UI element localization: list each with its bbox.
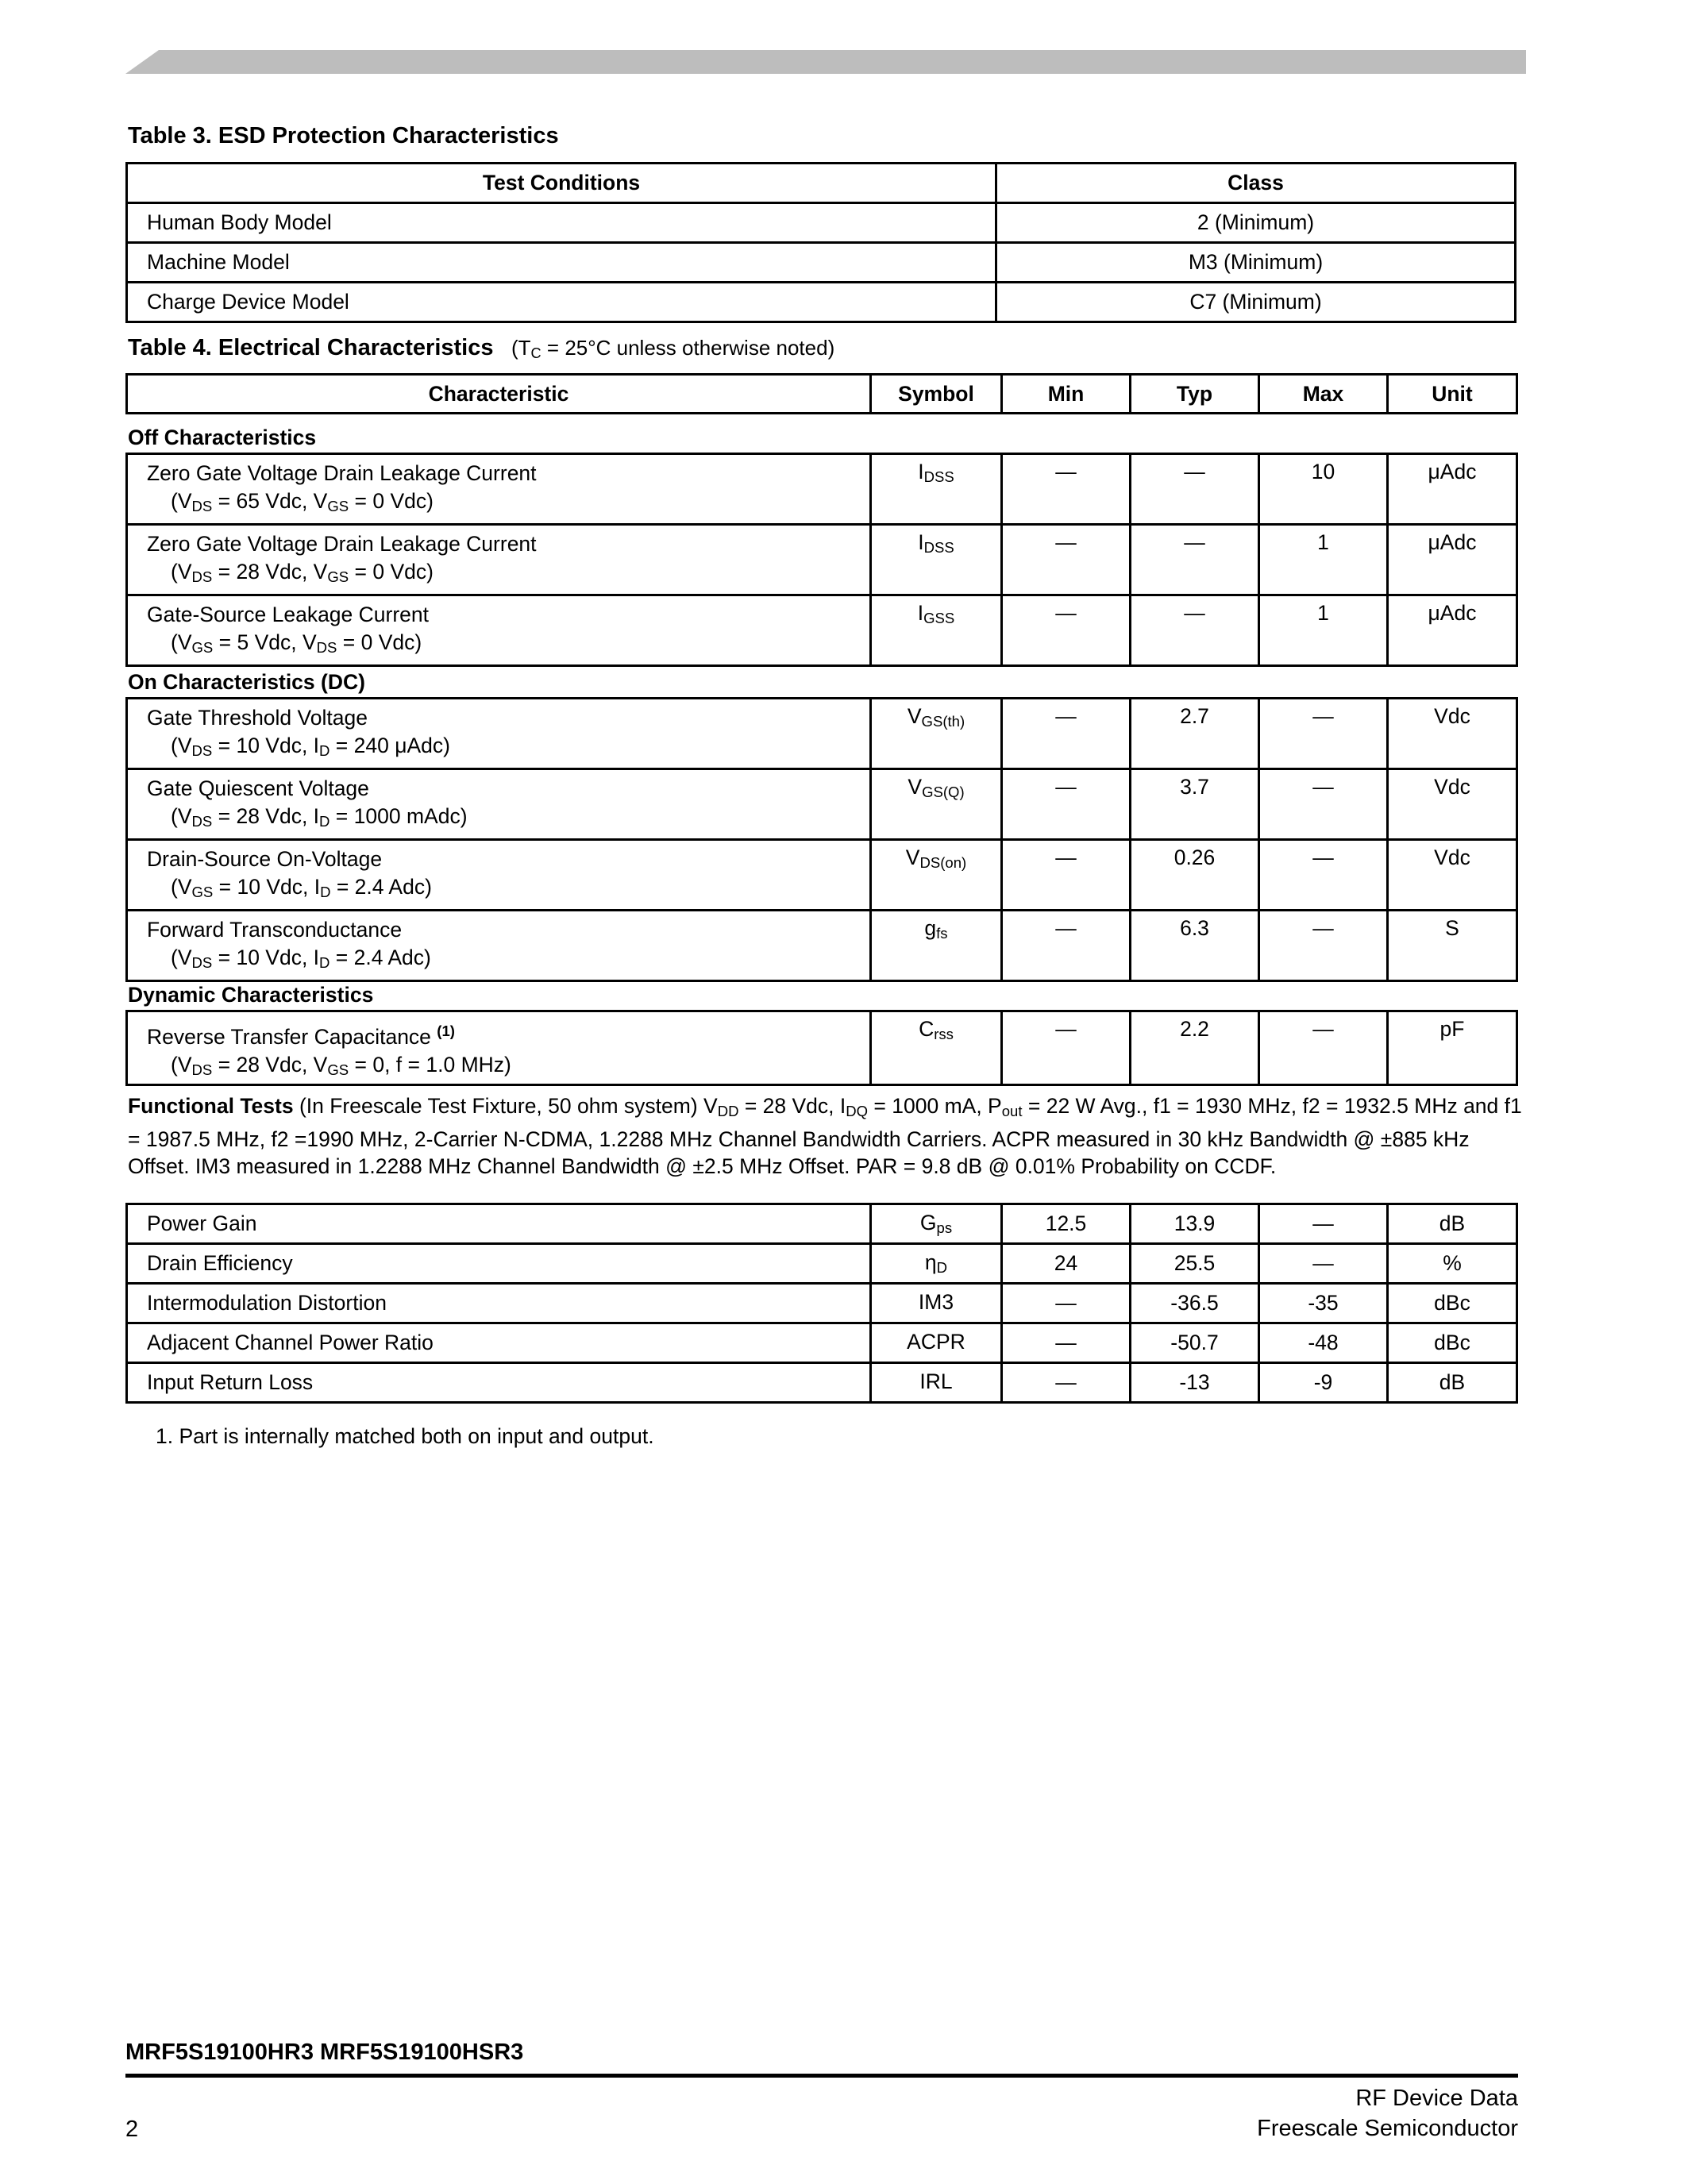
char-condition: [147, 732, 869, 765]
footer-rf-device-data: RF Device Data: [1355, 2086, 1518, 2111]
characteristic-cell: [127, 699, 871, 769]
unit-cell: μAdc: [1388, 454, 1517, 525]
table-row: [127, 283, 1516, 322]
table-row: [127, 699, 1517, 769]
min-cell: —: [1002, 699, 1131, 769]
table-row: [127, 243, 1516, 283]
unit-cell: dBc: [1388, 1284, 1517, 1323]
char-name: Gate Threshold Voltage: [147, 706, 368, 730]
unit-cell: pF: [1388, 1011, 1517, 1085]
table-row: [127, 1363, 1517, 1403]
table4-caption: [128, 335, 834, 362]
sym: ACPR: [907, 1330, 965, 1354]
typ-cell: 6.3: [1131, 911, 1259, 981]
t: (V: [171, 734, 192, 757]
symsub: GS(Q): [922, 784, 965, 800]
typ-cell: -50.7: [1131, 1323, 1259, 1363]
functional-tests-text: [128, 1092, 1525, 1181]
char-name: Zero Gate Voltage Drain Leakage Current: [147, 532, 537, 556]
symsub: DSS: [923, 539, 954, 556]
symbol-cell: [871, 911, 1002, 981]
t: (V: [171, 560, 192, 584]
typ-cell: —: [1131, 525, 1259, 595]
symbol-cell: [871, 1284, 1002, 1323]
s: DS: [191, 498, 213, 514]
max-cell: -9: [1259, 1363, 1388, 1403]
min-cell: —: [1002, 1323, 1131, 1363]
table4-note: [500, 336, 835, 360]
characteristic-cell: Input Return Loss: [127, 1363, 871, 1403]
min-cell: —: [1002, 595, 1131, 666]
typ-cell: 3.7: [1131, 769, 1259, 840]
max-cell: 1: [1259, 525, 1388, 595]
typ-cell: 25.5: [1131, 1244, 1259, 1284]
min-cell: —: [1002, 911, 1131, 981]
footer-divider: [125, 2074, 1518, 2078]
on-table: [125, 697, 1518, 982]
table-row: [127, 1323, 1517, 1363]
s: DS: [316, 639, 337, 656]
cell: Charge Device Model: [127, 283, 996, 322]
unit-cell: μAdc: [1388, 595, 1517, 666]
symbol-cell: [871, 840, 1002, 911]
min-cell: —: [1002, 454, 1131, 525]
s: DQ: [846, 1103, 869, 1119]
note-text: (T: [511, 336, 531, 360]
max-cell: —: [1259, 1204, 1388, 1244]
table-row: [127, 840, 1517, 911]
table-row: [127, 1244, 1517, 1284]
col-header: Unit: [1388, 375, 1517, 414]
s: GS: [191, 884, 214, 900]
col-header: Max: [1259, 375, 1388, 414]
symbol-cell: [871, 1363, 1002, 1403]
t: = 28 Vdc, V: [212, 560, 328, 584]
dynamic-table: [125, 1010, 1518, 1086]
char-name: Forward Transconductance: [147, 918, 403, 942]
characteristic-cell: [127, 595, 871, 666]
characteristic-cell: Adjacent Channel Power Ratio: [127, 1323, 871, 1363]
char-name: Gate Quiescent Voltage: [147, 776, 369, 800]
t: = 22 W Avg., f1 = 1930 MHz, f2 = 1932.5 MHz and f1 = 1987.5 MHz, f2 =1990 MHz, 2-Carrier N-CDMA, 1.2288 MHz Channel Bandwidth Carriers. ACPR measured in 30 kHz Bandwidth @ ±885 kHz Offset. IM3 measured in 1.2288 MHz Channel Bandwidth @ ±2.5 MHz Offset. PAR = 9.8 dB @ 0.01% Probability on CCDF.: [128, 1094, 1522, 1178]
unit-cell: dBc: [1388, 1323, 1517, 1363]
functional-table: [125, 1203, 1518, 1404]
symsub: DSS: [923, 468, 954, 485]
symbol-cell: [871, 1244, 1002, 1284]
t: = 1000 mA, P: [868, 1094, 1002, 1118]
section-off: Off Characteristics: [128, 426, 317, 449]
col-header: Class: [996, 164, 1516, 203]
char-name: Drain-Source On-Voltage: [147, 847, 383, 871]
characteristic-cell: Power Gain: [127, 1204, 871, 1244]
symbol-cell: [871, 769, 1002, 840]
off-table: [125, 453, 1518, 667]
symbol-cell: [871, 1323, 1002, 1363]
symsub: DS(on): [919, 854, 967, 871]
max-cell: —: [1259, 840, 1388, 911]
col-header: Characteristic: [127, 375, 871, 414]
col-header: Typ: [1131, 375, 1259, 414]
table-row: [127, 1204, 1517, 1244]
min-cell: —: [1002, 840, 1131, 911]
typ-cell: 2.7: [1131, 699, 1259, 769]
typ-cell: —: [1131, 454, 1259, 525]
s: DD: [717, 1103, 739, 1119]
symsub: fs: [936, 925, 948, 942]
t: = 10 Vdc, I: [213, 875, 321, 899]
t: (V: [171, 630, 192, 654]
s: GS: [327, 1061, 349, 1078]
char-name: Zero Gate Voltage Drain Leakage Current: [147, 461, 537, 485]
min-cell: 12.5: [1002, 1204, 1131, 1244]
typ-cell: 2.2: [1131, 1011, 1259, 1085]
s: D: [319, 813, 330, 830]
min-cell: —: [1002, 1011, 1131, 1085]
sym: I: [918, 460, 924, 483]
max-cell: 10: [1259, 454, 1388, 525]
max-cell: —: [1259, 769, 1388, 840]
sym: C: [919, 1017, 935, 1041]
s: D: [319, 742, 330, 759]
unit-cell: dB: [1388, 1204, 1517, 1244]
characteristic-cell: [127, 454, 871, 525]
note-text: = 25°C unless otherwise noted): [541, 336, 835, 360]
characteristic-cell: [127, 769, 871, 840]
symbol-cell: [871, 454, 1002, 525]
table4-title: Table 4. Electrical Characteristics: [128, 335, 494, 360]
symbol-cell: [871, 595, 1002, 666]
unit-cell: Vdc: [1388, 840, 1517, 911]
symbol-cell: [871, 1011, 1002, 1085]
t: = 28 Vdc, V: [212, 1052, 328, 1077]
characteristic-cell: [127, 1011, 871, 1085]
characteristic-cell: [127, 911, 871, 981]
char-condition: [147, 873, 869, 906]
unit-cell: μAdc: [1388, 525, 1517, 595]
max-cell: —: [1259, 1244, 1388, 1284]
table-row: [127, 1284, 1517, 1323]
table-row: [127, 595, 1517, 666]
table-header-row: [127, 164, 1516, 203]
header-bar: [125, 50, 1526, 74]
unit-cell: dB: [1388, 1363, 1517, 1403]
footnote: 1. Part is internally matched both on input and output.: [156, 1424, 654, 1448]
t: (V: [171, 489, 192, 513]
symsub: ps: [936, 1219, 953, 1236]
max-cell: 1: [1259, 595, 1388, 666]
max-cell: —: [1259, 911, 1388, 981]
section-dynamic: Dynamic Characteristics: [128, 983, 374, 1007]
table-row: [127, 203, 1516, 243]
symsub: GSS: [923, 610, 955, 626]
table-header-row: [127, 375, 1517, 414]
char-condition: [147, 944, 869, 976]
typ-cell: 0.26: [1131, 840, 1259, 911]
sym: V: [907, 704, 922, 728]
symbol-cell: [871, 1204, 1002, 1244]
unit-cell: %: [1388, 1244, 1517, 1284]
typ-cell: -13: [1131, 1363, 1259, 1403]
characteristic-cell: Drain Efficiency: [127, 1244, 871, 1284]
characteristic-cell: [127, 840, 871, 911]
max-cell: —: [1259, 699, 1388, 769]
sym: IM3: [918, 1290, 954, 1314]
esd-table: [125, 162, 1517, 323]
t: = 240 μAdc): [330, 734, 450, 757]
t: = 0 Vdc): [349, 489, 434, 513]
t: = 0 Vdc): [337, 630, 422, 654]
col-header: Min: [1002, 375, 1131, 414]
s: GS: [327, 498, 349, 514]
unit-cell: S: [1388, 911, 1517, 981]
sym: η: [924, 1250, 937, 1274]
max-cell: —: [1259, 1011, 1388, 1085]
min-cell: —: [1002, 1363, 1131, 1403]
min-cell: —: [1002, 525, 1131, 595]
min-cell: —: [1002, 1284, 1131, 1323]
sym: IRL: [919, 1369, 953, 1393]
cell: M3 (Minimum): [996, 243, 1516, 283]
t: = 0 Vdc): [349, 560, 434, 584]
char-condition: [147, 1051, 869, 1084]
t: = 0, f = 1.0 MHz): [349, 1052, 511, 1077]
sym: G: [919, 1211, 937, 1235]
symsub: D: [936, 1259, 948, 1276]
s: DS: [191, 568, 213, 585]
t: (V: [171, 875, 192, 899]
unit-cell: Vdc: [1388, 769, 1517, 840]
char-condition: [147, 487, 869, 520]
t: = 10 Vdc, I: [212, 946, 320, 969]
t: (In Freescale Test Fixture, 50 ohm system) V: [293, 1094, 718, 1118]
characteristic-cell: Intermodulation Distortion: [127, 1284, 871, 1323]
char-condition: [147, 803, 869, 835]
table-row: [127, 911, 1517, 981]
sym: I: [918, 530, 924, 554]
sym: g: [924, 916, 937, 940]
max-cell: -35: [1259, 1284, 1388, 1323]
cell: Human Body Model: [127, 203, 996, 243]
cell: 2 (Minimum): [996, 203, 1516, 243]
col-header: Test Conditions: [127, 164, 996, 203]
footer-part-numbers: MRF5S19100HR3 MRF5S19100HSR3: [125, 2040, 524, 2065]
symsub: GS(th): [921, 713, 965, 730]
t: = 10 Vdc, I: [212, 734, 320, 757]
t: = 28 Vdc, I: [738, 1094, 846, 1118]
t: = 2.4 Adc): [330, 875, 432, 899]
cell: Machine Model: [127, 243, 996, 283]
typ-cell: —: [1131, 595, 1259, 666]
section-on: On Characteristics (DC): [128, 670, 365, 694]
cell: C7 (Minimum): [996, 283, 1516, 322]
symbol-cell: [871, 525, 1002, 595]
s: GS: [191, 639, 214, 656]
char-name: Gate-Source Leakage Current: [147, 603, 430, 626]
table3-caption: Table 3. ESD Protection Characteristics: [128, 123, 559, 148]
table-row: [127, 769, 1517, 840]
t: (V: [171, 946, 192, 969]
t: (V: [171, 1052, 192, 1077]
table-row: [127, 454, 1517, 525]
min-cell: 24: [1002, 1244, 1131, 1284]
s: D: [320, 884, 331, 900]
char-condition: [147, 629, 869, 661]
sym: I: [917, 601, 924, 625]
char-condition: [147, 558, 869, 591]
char-name-line: [147, 1017, 869, 1051]
t: = 65 Vdc, V: [212, 489, 328, 513]
col-header: Symbol: [871, 375, 1002, 414]
functional-title: Functional Tests: [128, 1094, 294, 1118]
typ-cell: -36.5: [1131, 1284, 1259, 1323]
t: = 2.4 Adc): [330, 946, 431, 969]
t: = 28 Vdc, I: [212, 804, 320, 828]
t: = 1000 mAdc): [330, 804, 468, 828]
note-sub: C: [530, 345, 541, 361]
footer-company: Freescale Semiconductor: [1257, 2116, 1518, 2141]
sym: V: [905, 845, 920, 869]
t: = 5 Vdc, V: [213, 630, 317, 654]
s: out: [1001, 1103, 1023, 1119]
page-number: 2: [125, 2117, 139, 2142]
footnote-ref: (1): [437, 1023, 455, 1039]
unit-cell: Vdc: [1388, 699, 1517, 769]
s: DS: [191, 1061, 213, 1078]
typ-cell: 13.9: [1131, 1204, 1259, 1244]
t: (V: [171, 804, 192, 828]
characteristic-cell: [127, 525, 871, 595]
s: DS: [191, 813, 213, 830]
s: D: [319, 954, 330, 971]
symbol-cell: [871, 699, 1002, 769]
max-cell: -48: [1259, 1323, 1388, 1363]
s: DS: [191, 954, 213, 971]
min-cell: —: [1002, 769, 1131, 840]
table-row: [127, 525, 1517, 595]
char-name: Reverse Transfer Capacitance: [147, 1024, 431, 1049]
symsub: rss: [934, 1026, 954, 1042]
electrical-header-table: [125, 373, 1518, 414]
s: GS: [327, 568, 349, 585]
s: DS: [191, 742, 213, 759]
table-row: [127, 1011, 1517, 1085]
sym: V: [908, 775, 923, 799]
